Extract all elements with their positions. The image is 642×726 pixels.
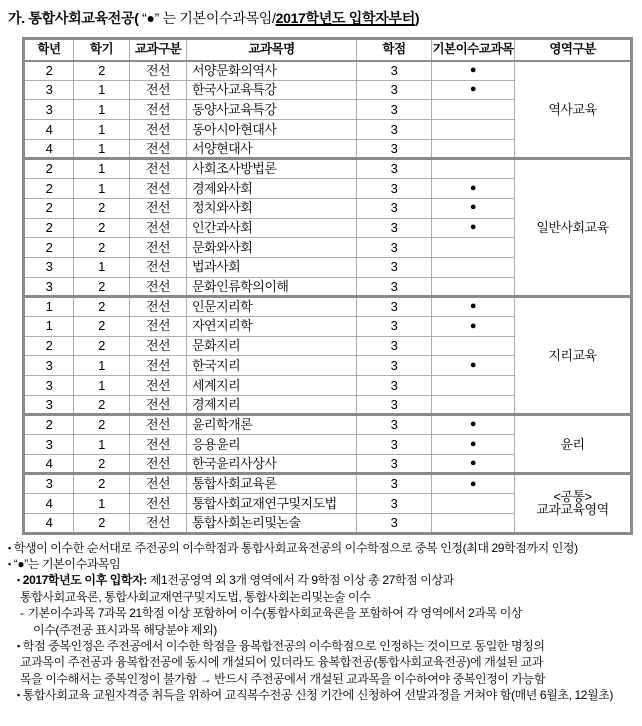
- basic-required-cell: [432, 395, 515, 415]
- basic-required-cell: [432, 513, 515, 533]
- credits-cell: 3: [357, 139, 432, 159]
- footnote-line: [8, 556, 638, 572]
- credits-cell: 3: [357, 435, 432, 455]
- square-bullet: ▪: [8, 558, 11, 569]
- basic-required-dot: ●: [432, 179, 515, 199]
- dash-bullet: -: [20, 606, 24, 621]
- header-row: [24, 39, 632, 61]
- footnote-text: “●”는 기본이수과목임: [13, 556, 121, 571]
- grade-cell: 2: [24, 61, 74, 81]
- credits-cell: 3: [357, 297, 432, 317]
- grade-cell: 2: [24, 336, 74, 356]
- column-header: 학년: [24, 39, 74, 61]
- credits-cell: 3: [357, 120, 432, 140]
- grade-cell: 2: [24, 198, 74, 218]
- grade-cell: 3: [24, 356, 74, 376]
- semester-cell: 1: [74, 120, 130, 140]
- basic-required-dot: ●: [432, 356, 515, 376]
- footnote-line: [8, 671, 638, 687]
- grade-cell: 4: [24, 120, 74, 140]
- course-table: [22, 37, 633, 535]
- basic-required-cell: [432, 257, 515, 277]
- semester-cell: 2: [74, 238, 130, 258]
- page-title: [8, 8, 638, 28]
- table-row: [24, 415, 632, 435]
- semester-cell: 1: [74, 80, 130, 100]
- course-cell: 인문지리학: [187, 297, 357, 317]
- semester-cell: 2: [74, 61, 130, 81]
- semester-cell: 1: [74, 356, 130, 376]
- credits-cell: 3: [357, 61, 432, 81]
- title-prefix: 가. 통합사회교육전공(: [8, 10, 139, 26]
- semester-cell: 1: [74, 139, 130, 159]
- course-cell: 한국윤리사상사: [187, 454, 357, 474]
- basic-required-dot: ●: [432, 474, 515, 494]
- course-table-body: [24, 61, 632, 534]
- category-cell: 전선: [130, 120, 187, 140]
- basic-required-dot: ●: [432, 435, 515, 455]
- grade-cell: 2: [24, 218, 74, 238]
- course-cell: 법과사회: [187, 257, 357, 277]
- basic-required-dot: ●: [432, 80, 515, 100]
- footnote-bold-text: 2017학년도 이후 입학자:: [22, 573, 147, 588]
- credits-cell: 3: [357, 80, 432, 100]
- credits-cell: 3: [357, 159, 432, 179]
- credits-cell: 3: [357, 513, 432, 533]
- course-cell: 동아시아현대사: [187, 120, 357, 140]
- category-cell: 전선: [130, 80, 187, 100]
- category-cell: 전선: [130, 474, 187, 494]
- basic-required-dot: ●: [432, 454, 515, 474]
- grade-cell: 3: [24, 474, 74, 494]
- semester-cell: 1: [74, 257, 130, 277]
- title-effective-date: 2017학년도 입학자부터: [275, 10, 415, 26]
- course-cell: 인간과사회: [187, 218, 357, 238]
- semester-cell: 1: [74, 179, 130, 199]
- basic-required-dot: ●: [432, 297, 515, 317]
- table-row: [24, 61, 632, 81]
- column-header: 영역구분: [515, 39, 632, 61]
- grade-cell: 3: [24, 435, 74, 455]
- footnote-line: [8, 589, 638, 605]
- category-cell: 전선: [130, 297, 187, 317]
- course-cell: 한국지리: [187, 356, 357, 376]
- footnote-text: 통합사회교육 교원자격증 취득을 위하여 교직복수전공 신청 기간에 신청하여 선발과정을 거쳐야 함(매년 6월초, 12월초): [22, 688, 613, 703]
- semester-cell: 2: [74, 395, 130, 415]
- footnote-text: 목을 이수해서는 중복인정이 불가함 → 반드시 주전공에서 개설된 교과목을 이수하여야 중복인정이 가능함: [20, 671, 546, 686]
- footnote-line: [8, 687, 638, 703]
- basic-required-dot: ●: [432, 415, 515, 435]
- footnote-text: 학점 중복인정은 주전공에서 이수한 학점을 융복합전공의 이수학점으로 인정하는 것이므로 동일한 명칭의: [22, 638, 545, 653]
- semester-cell: 2: [74, 513, 130, 533]
- footnote-text: 학생이 이수한 순서대로 주전공의 이수학점과 통합사회교육전공의 이수학점으로 중복 인정(최대 29학점까지 인정): [13, 540, 578, 555]
- footnote-line: [8, 622, 638, 638]
- credits-cell: 3: [357, 257, 432, 277]
- table-row: [24, 474, 632, 494]
- category-cell: 전선: [130, 316, 187, 336]
- column-header: 학기: [74, 39, 130, 61]
- category-cell: 전선: [130, 257, 187, 277]
- semester-cell: 2: [74, 297, 130, 317]
- semester-cell: 1: [74, 376, 130, 396]
- grade-cell: 3: [24, 395, 74, 415]
- category-cell: 전선: [130, 61, 187, 81]
- course-cell: 통합사회논리및논술: [187, 513, 357, 533]
- area-cell: [515, 61, 632, 159]
- area-label: 교과교육영역: [536, 502, 609, 518]
- course-cell: 문화지리: [187, 336, 357, 356]
- course-cell: 문화인류학의이해: [187, 277, 357, 297]
- semester-cell: 1: [74, 435, 130, 455]
- credits-cell: 3: [357, 474, 432, 494]
- category-cell: 전선: [130, 395, 187, 415]
- footnote-line: [8, 572, 638, 588]
- category-cell: 전선: [130, 356, 187, 376]
- category-cell: 전선: [130, 435, 187, 455]
- credits-cell: 3: [357, 494, 432, 514]
- semester-cell: 2: [74, 336, 130, 356]
- course-cell: 서양문화의역사: [187, 61, 357, 81]
- semester-cell: 1: [74, 159, 130, 179]
- category-cell: 전선: [130, 415, 187, 435]
- credits-cell: 3: [357, 356, 432, 376]
- semester-cell: 2: [74, 198, 130, 218]
- credits-cell: 3: [357, 100, 432, 120]
- basic-required-dot: ●: [432, 198, 515, 218]
- course-cell: 세계지리: [187, 376, 357, 396]
- area-cell: [515, 474, 632, 533]
- grade-cell: 2: [24, 179, 74, 199]
- basic-required-dot: ●: [432, 61, 515, 81]
- course-cell: 통합사회교육론: [187, 474, 357, 494]
- category-cell: 전선: [130, 179, 187, 199]
- category-cell: 전선: [130, 513, 187, 533]
- square-bullet: ▪: [17, 575, 20, 586]
- table-row: [24, 159, 632, 179]
- footnote-text: 교과목이 주전공과 융복합전공에 동시에 개설되어 있더라도 융복합전공(통합사회교육전공)에 개설된 교과: [20, 655, 544, 670]
- course-cell: 자연지리학: [187, 316, 357, 336]
- table-row: [24, 297, 632, 317]
- basic-required-cell: [432, 100, 515, 120]
- course-cell: 경제지리: [187, 395, 357, 415]
- category-cell: 전선: [130, 100, 187, 120]
- grade-cell: 2: [24, 238, 74, 258]
- course-cell: 응용윤리: [187, 435, 357, 455]
- area-label: 역사교육: [548, 101, 597, 117]
- footnote-text: 이수(주전공 표시과목 해당분야 제외): [33, 622, 217, 637]
- grade-cell: 2: [24, 415, 74, 435]
- credits-cell: 3: [357, 376, 432, 396]
- footnote-text: 통합사회교육론, 통합사회교재연구및지도법, 통합사회논리및논술 이수: [20, 589, 371, 604]
- title-suffix: ): [414, 10, 420, 26]
- semester-cell: 2: [74, 277, 130, 297]
- credits-cell: 3: [357, 415, 432, 435]
- area-label: <공통>: [553, 488, 592, 504]
- semester-cell: 2: [74, 474, 130, 494]
- footnote-line: [8, 638, 638, 654]
- category-cell: 전선: [130, 454, 187, 474]
- square-bullet: ▪: [17, 690, 20, 701]
- basic-required-dot: ●: [432, 316, 515, 336]
- footnote-text: 제1전공영역 외 3개 영역에서 각 9학점 이상 총 27학점 이상과: [146, 573, 454, 588]
- course-cell: 정치와사회: [187, 198, 357, 218]
- credits-cell: 3: [357, 336, 432, 356]
- basic-required-cell: [432, 139, 515, 159]
- course-cell: 통합사회교재연구및지도법: [187, 494, 357, 514]
- category-cell: 전선: [130, 238, 187, 258]
- grade-cell: 3: [24, 277, 74, 297]
- basic-required-cell: [432, 376, 515, 396]
- square-bullet: ▪: [8, 542, 11, 553]
- semester-cell: 2: [74, 316, 130, 336]
- grade-cell: 4: [24, 139, 74, 159]
- basic-required-cell: [432, 277, 515, 297]
- category-cell: 전선: [130, 494, 187, 514]
- category-cell: 전선: [130, 139, 187, 159]
- footnote-line: [8, 654, 638, 670]
- course-cell: 사회조사방법론: [187, 159, 357, 179]
- semester-cell: 2: [74, 454, 130, 474]
- credits-cell: 3: [357, 316, 432, 336]
- footnote-text: 기본이수과목 7과목 21학점 이상 포함하여 이수(통합사회교육론을 포함하여 각 영역에서 2과목 이상: [27, 606, 523, 621]
- grade-cell: 1: [24, 297, 74, 317]
- column-header: 교과구분: [130, 39, 187, 61]
- basic-required-dot: ●: [432, 218, 515, 238]
- area-label: 지리교육: [548, 347, 597, 363]
- footnote-line: [8, 605, 638, 621]
- semester-cell: 2: [74, 415, 130, 435]
- grade-cell: 4: [24, 513, 74, 533]
- category-cell: 전선: [130, 218, 187, 238]
- course-cell: 문화와사회: [187, 238, 357, 258]
- grade-cell: 3: [24, 80, 74, 100]
- course-cell: 윤리학개론: [187, 415, 357, 435]
- square-bullet: ▪: [17, 640, 20, 651]
- grade-cell: 3: [24, 376, 74, 396]
- area-cell: [515, 415, 632, 474]
- grade-cell: 4: [24, 494, 74, 514]
- grade-cell: 3: [24, 100, 74, 120]
- semester-cell: 1: [74, 494, 130, 514]
- grade-cell: 1: [24, 316, 74, 336]
- semester-cell: 1: [74, 100, 130, 120]
- credits-cell: 3: [357, 179, 432, 199]
- column-header: 기본이수교과목: [432, 39, 515, 61]
- basic-required-cell: [432, 336, 515, 356]
- area-label: 윤리: [560, 436, 585, 452]
- credits-cell: 3: [357, 395, 432, 415]
- course-cell: 서양현대사: [187, 139, 357, 159]
- footnote-line: [8, 540, 638, 556]
- category-cell: 전선: [130, 277, 187, 297]
- area-label: 일반사회교육: [536, 220, 609, 236]
- credits-cell: 3: [357, 238, 432, 258]
- credits-cell: 3: [357, 218, 432, 238]
- basic-required-cell: [432, 238, 515, 258]
- course-cell: 경제와사회: [187, 179, 357, 199]
- area-cell: [515, 159, 632, 297]
- basic-required-cell: [432, 494, 515, 514]
- grade-cell: 4: [24, 454, 74, 474]
- footnotes: [8, 540, 638, 704]
- credits-cell: 3: [357, 454, 432, 474]
- course-cell: 한국사교육특강: [187, 80, 357, 100]
- area-cell: [515, 297, 632, 415]
- category-cell: 전선: [130, 376, 187, 396]
- credits-cell: 3: [357, 198, 432, 218]
- course-cell: 동양사교육특강: [187, 100, 357, 120]
- column-header: 교과목명: [187, 39, 357, 61]
- title-legend: “●” 는 기본이수과목임/: [138, 10, 276, 26]
- credits-cell: 3: [357, 277, 432, 297]
- basic-required-cell: [432, 120, 515, 140]
- column-header: 학점: [357, 39, 432, 61]
- grade-cell: 2: [24, 159, 74, 179]
- basic-required-cell: [432, 159, 515, 179]
- category-cell: 전선: [130, 198, 187, 218]
- semester-cell: 2: [74, 218, 130, 238]
- category-cell: 전선: [130, 336, 187, 356]
- category-cell: 전선: [130, 159, 187, 179]
- grade-cell: 3: [24, 257, 74, 277]
